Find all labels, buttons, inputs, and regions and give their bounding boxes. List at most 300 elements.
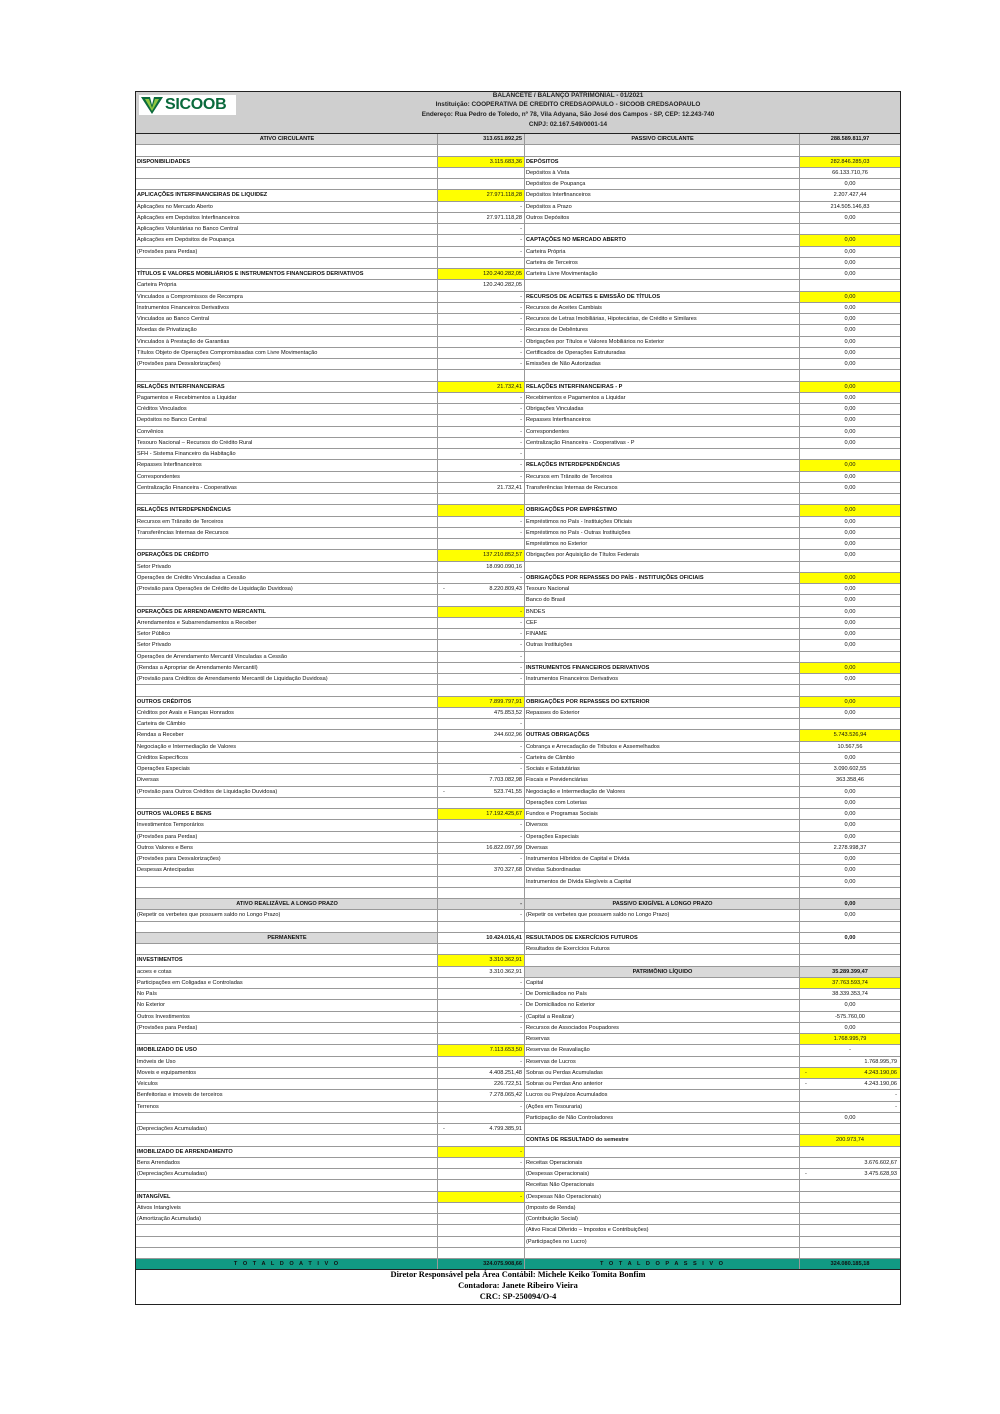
asset-label xyxy=(136,179,438,189)
asset-value xyxy=(438,1237,525,1247)
table-row xyxy=(136,1034,900,1045)
liability-label: Recursos em Trânsito de Terceiros xyxy=(525,472,800,482)
asset-label: Pagamentos e Recebimentos a Liquidar xyxy=(136,393,438,403)
table-row xyxy=(136,1113,900,1124)
liability-label: De Domiciliados no País xyxy=(525,989,800,999)
liability-value xyxy=(800,1124,900,1134)
balance-sheet xyxy=(135,91,901,1305)
asset-label: Participações em Coligadas e Controladas xyxy=(136,978,438,988)
asset-value xyxy=(438,1214,525,1224)
liability-label: Reservas xyxy=(525,1034,800,1044)
liability-value: 0,00 xyxy=(844,541,856,547)
liability-label xyxy=(525,1124,800,1134)
table-row xyxy=(136,247,900,258)
table-row xyxy=(136,528,900,539)
asset-value: - xyxy=(438,1158,525,1168)
liability-value: 0,00 xyxy=(844,811,856,817)
table-row xyxy=(136,269,900,280)
liability-label: Empréstimos no País - Instituições Oficiais xyxy=(525,517,800,527)
table-row xyxy=(136,483,900,494)
asset-value: - xyxy=(438,348,525,358)
table-row xyxy=(136,865,900,876)
table-row xyxy=(136,427,900,438)
liability-value: 0,00 xyxy=(844,901,856,907)
liability-value: 0,00 xyxy=(800,663,900,673)
asset-value xyxy=(438,1113,525,1123)
asset-label xyxy=(136,258,438,268)
liability-label: Obrigações por Aquisição de Títulos Federais xyxy=(525,550,800,560)
table-row xyxy=(136,337,900,348)
asset-label xyxy=(136,168,438,178)
liability-label: Fiscais e Previdenciárias xyxy=(525,775,800,785)
asset-label: Recursos em Trânsito de Terceiros xyxy=(136,517,438,527)
asset-value: - xyxy=(438,899,525,909)
asset-label: (Provisões para Perdas) xyxy=(136,1023,438,1033)
asset-label: Vinculados a Compromissos de Recompra xyxy=(136,292,438,302)
liability-value: 0,00 xyxy=(844,912,856,919)
table-row xyxy=(136,955,900,966)
asset-value: - xyxy=(438,1147,525,1157)
table-row xyxy=(136,764,900,775)
liability-value: 0,00 xyxy=(800,697,900,707)
table-row xyxy=(136,235,900,246)
asset-value: 21.732,41 xyxy=(438,483,525,493)
liability-label: Certificados de Operações Estruturadas xyxy=(525,348,800,358)
liability-value xyxy=(800,1180,900,1190)
liability-label: Diversos xyxy=(525,820,800,830)
asset-label: ATIVO CIRCULANTE xyxy=(136,134,438,144)
asset-label: (Amortização Acumulada) xyxy=(136,1214,438,1224)
asset-label: Setor Privado xyxy=(136,640,438,650)
table-row xyxy=(136,629,900,640)
liability-label: Receitas Operacionais xyxy=(525,1158,800,1168)
table-row xyxy=(136,922,900,933)
table-row xyxy=(136,202,900,213)
asset-value: 3.115.683,36 xyxy=(438,157,525,167)
asset-label: (Provisões para Perdas) xyxy=(136,832,438,842)
table-row xyxy=(136,382,900,393)
liability-value: 282.846.285,03 xyxy=(800,157,900,167)
table-row xyxy=(136,550,900,561)
asset-value xyxy=(438,370,525,380)
table-row xyxy=(136,213,900,224)
asset-label xyxy=(136,1135,438,1145)
asset-value: - xyxy=(438,742,525,752)
liability-label: Carteira de Câmbio xyxy=(525,753,800,763)
table-row xyxy=(136,1192,900,1203)
liability-value: 0,00 xyxy=(844,316,856,322)
table-row xyxy=(136,280,900,291)
liability-value xyxy=(800,1225,900,1235)
liability-value xyxy=(800,449,900,459)
asset-label: Negociação e Intermediação de Valores xyxy=(136,742,438,752)
asset-value xyxy=(438,494,525,504)
liability-label xyxy=(525,370,800,380)
liability-label: CEF xyxy=(525,618,800,628)
liability-value: 0,00 xyxy=(800,382,900,392)
liability-label: (Ativo Fiscal Diferido – Impostos e Contribuições) xyxy=(525,1225,800,1235)
table-row xyxy=(136,314,900,325)
table-row xyxy=(136,1158,900,1169)
liability-label: Repasses do Exterior xyxy=(525,708,800,718)
table-row xyxy=(136,1214,900,1225)
asset-value xyxy=(438,877,525,887)
asset-label: Títulos Objeto de Operações Compromissadas com Livre Movimentação xyxy=(136,348,438,358)
liability-label: Depósitos à Vista xyxy=(525,168,800,178)
asset-label: PERMANENTE xyxy=(136,933,438,943)
liability-label: CONTAS DE RESULTADO do semestre xyxy=(525,1135,800,1145)
liability-label: (Capital a Realizar) xyxy=(525,1012,800,1022)
asset-label: Moedas de Privatização xyxy=(136,325,438,335)
asset-value: 4.408.251,48 xyxy=(438,1068,525,1078)
liability-label: FINAME xyxy=(525,629,800,639)
asset-label: Investimentos Temporários xyxy=(136,820,438,830)
sicoob-leaf-icon xyxy=(141,96,163,114)
table-row xyxy=(136,1248,900,1259)
liability-label: Operações Especiais xyxy=(525,832,800,842)
asset-value: 120.240.282,05 xyxy=(438,280,525,290)
liability-label: Sobras ou Perdas Ano anterior xyxy=(525,1079,800,1089)
table-row xyxy=(136,179,900,190)
asset-label: Operações de Arrendamento Mercantil Vinculadas a Cessão xyxy=(136,652,438,662)
table-row xyxy=(136,1169,900,1180)
liability-label: Empréstimos no País - Outras Instituições xyxy=(525,528,800,538)
liability-label: Receitas Não Operacionais xyxy=(525,1180,800,1190)
asset-value: - xyxy=(438,393,525,403)
table-row xyxy=(136,877,900,888)
asset-value: 137.210.852,57 xyxy=(438,550,525,560)
cnpj-line: CNPJ: 02.167.549/0001-14 xyxy=(528,121,608,128)
asset-label: (Depreciações Acumuladas) xyxy=(136,1169,438,1179)
asset-value xyxy=(438,798,525,808)
table-row xyxy=(136,607,900,618)
table-row xyxy=(136,787,900,798)
asset-label: OPERAÇÕES DE ARRENDAMENTO MERCANTIL xyxy=(136,607,438,617)
liability-value: 66.133.710,76 xyxy=(832,169,868,176)
liability-value: 0,00 xyxy=(844,271,856,277)
asset-value xyxy=(438,179,525,189)
liability-value: 0,00 xyxy=(844,608,856,615)
liability-value: - xyxy=(895,1092,897,1099)
liability-label: Depósitos a Prazo xyxy=(525,202,800,212)
liability-label: Recebimentos e Pagamentos a Liquidar xyxy=(525,393,800,403)
asset-value: 3.310.362,91 xyxy=(438,955,525,965)
liability-value: 0,00 xyxy=(844,867,856,874)
liability-value: 0,00 xyxy=(844,552,856,559)
table-row xyxy=(136,967,900,978)
table-row xyxy=(136,843,900,854)
table-row xyxy=(136,775,900,786)
asset-value: - xyxy=(438,674,525,684)
asset-value: - xyxy=(438,618,525,628)
table-row xyxy=(136,224,900,235)
liability-label xyxy=(525,1147,800,1157)
table-row xyxy=(136,359,900,370)
liability-value: 0,00 xyxy=(844,754,856,761)
liability-value: 288.589.811,97 xyxy=(830,136,870,142)
table-row xyxy=(136,753,900,764)
table-row xyxy=(136,1225,900,1236)
asset-value xyxy=(438,685,525,695)
liability-label: Obrigações por Títulos e Valores Mobiliários no Exterior xyxy=(525,337,800,347)
liability-value: 0,00 xyxy=(844,484,856,491)
liability-label: RELAÇÕES INTERDEPENDÊNCIAS xyxy=(525,460,800,470)
asset-label: Operações Especiais xyxy=(136,764,438,774)
liability-value: 0,00 xyxy=(844,799,856,806)
asset-value: - xyxy=(438,1000,525,1010)
liability-value: 0,00 xyxy=(800,460,900,470)
asset-value: - xyxy=(438,359,525,369)
table-row xyxy=(136,1102,900,1113)
liability-value: 0,00 xyxy=(844,394,856,401)
liability-label: (Contribuição Social) xyxy=(525,1214,800,1224)
asset-value: - xyxy=(438,314,525,324)
asset-value: 18.090.090,16 xyxy=(438,562,525,572)
asset-label: Créditos Vinculados xyxy=(136,404,438,414)
asset-label: INTANGÍVEL xyxy=(136,1192,438,1202)
table-row xyxy=(136,415,900,426)
asset-label: IMOBILIZADO DE USO xyxy=(136,1045,438,1055)
table-row xyxy=(136,303,900,314)
asset-label: (Provisões para Perdas) xyxy=(136,247,438,257)
liability-label: De Domiciliados no Exterior xyxy=(525,1000,800,1010)
liability-label: Lucros ou Prejuízos Acumulados xyxy=(525,1090,800,1100)
liability-value: 0,00 xyxy=(844,1114,856,1121)
liability-value: 1.768.995,79 xyxy=(864,1058,897,1065)
asset-label: (Provisão para Outros Créditos de Liquidação Duvidosa) xyxy=(136,787,438,797)
liability-value: 0,00 xyxy=(844,529,856,536)
table-row xyxy=(136,798,900,809)
liability-value: 0,00 xyxy=(844,676,856,682)
asset-label: Vinculados ao Banco Central xyxy=(136,314,438,324)
asset-label: TÍTULOS E VALORES MOBILIÁRIOS E INSTRUMENTOS FINANCEIROS DERIVATIVOS xyxy=(136,269,438,279)
asset-value xyxy=(438,258,525,268)
table-row xyxy=(136,708,900,719)
asset-label: Tesouro Nacional – Recursos do Crédito Rural xyxy=(136,438,438,448)
table-row xyxy=(136,1068,900,1079)
asset-label: No País xyxy=(136,989,438,999)
table-row xyxy=(136,1203,900,1214)
asset-label: OUTROS VALORES E BENS xyxy=(136,809,438,819)
asset-value: - 4.799.385,91 xyxy=(438,1124,525,1134)
table-row xyxy=(136,674,900,685)
asset-value: - xyxy=(438,652,525,662)
asset-value xyxy=(438,1135,525,1145)
asset-label: RELAÇÕES INTERDEPENDÊNCIAS xyxy=(136,505,438,515)
liability-value: 214.505.146,83 xyxy=(830,203,870,210)
liability-label: BNDES xyxy=(525,607,800,617)
liability-label: Banco do Brasil xyxy=(525,595,800,605)
liability-label: (Despesas Não Operacionais) xyxy=(525,1192,800,1202)
liability-label: Repasses Interfinanceiros xyxy=(525,415,800,425)
asset-label: Instrumentos Financeiros Derivativos xyxy=(136,303,438,313)
asset-label xyxy=(136,494,438,504)
liability-value: 0,00 xyxy=(844,518,856,525)
liability-value: - xyxy=(895,1103,897,1110)
asset-label: Convênios xyxy=(136,427,438,437)
liability-value: 10.567,56 xyxy=(837,743,863,750)
liability-value: 0,00 xyxy=(844,1024,856,1031)
table-row xyxy=(136,157,900,168)
asset-value: - xyxy=(438,978,525,988)
liability-value: 38.339.353,74 xyxy=(832,991,868,997)
liability-label xyxy=(525,449,800,459)
liability-label: DEPÓSITOS xyxy=(525,157,800,167)
liability-label xyxy=(525,562,800,572)
negative-sign: - xyxy=(443,586,445,592)
asset-label: Terrenos xyxy=(136,1102,438,1112)
liability-label xyxy=(525,652,800,662)
asset-value: 3.310.362,91 xyxy=(438,967,525,977)
asset-value xyxy=(438,1203,525,1213)
total-assets-label: T O T A L D O A T I V O xyxy=(136,1259,438,1269)
asset-value: - xyxy=(438,1012,525,1022)
table-row xyxy=(136,910,900,921)
asset-label: (Provisões para Desvalorizações) xyxy=(136,854,438,864)
table-row xyxy=(136,145,900,156)
table-row xyxy=(136,325,900,336)
liability-label xyxy=(525,685,800,695)
asset-value: - xyxy=(438,1023,525,1033)
liability-label: Centralização Financeira - Cooperativas - P xyxy=(525,438,800,448)
liability-label xyxy=(525,888,800,898)
asset-label xyxy=(136,685,438,695)
table-row xyxy=(136,730,900,741)
liability-label: Empréstimos no Exterior xyxy=(525,539,800,549)
liability-value: 0,00 xyxy=(844,181,856,187)
asset-value: - xyxy=(438,460,525,470)
liability-label: INSTRUMENTOS FINANCEIROS DERIVATIVOS xyxy=(525,663,800,673)
table-row xyxy=(136,404,900,415)
table-row xyxy=(136,899,900,910)
asset-label: SFH - Sistema Financeiro da Habitação xyxy=(136,449,438,459)
asset-label: Outros Valores e Bens xyxy=(136,843,438,853)
liability-value: 2.278.998,37 xyxy=(833,844,867,851)
liability-label: Operações com Loterias xyxy=(525,798,800,808)
table-row xyxy=(136,505,900,516)
asset-value: 27.971.118,28 xyxy=(438,190,525,200)
table-row xyxy=(136,393,900,404)
asset-value: 21.732,41 xyxy=(438,382,525,392)
asset-label: (Provisão para Créditos de Arrendamento Mercantil de Liquidação Duvidosa) xyxy=(136,674,438,684)
asset-label: Diversas xyxy=(136,775,438,785)
asset-value: - xyxy=(438,989,525,999)
asset-value: - xyxy=(438,505,525,515)
liability-value: - 4.243.190,06 xyxy=(800,1079,900,1089)
asset-value: 10.424.016,41 xyxy=(438,933,525,943)
liability-label: PASSIVO EXIGÍVEL A LONGO PRAZO xyxy=(525,899,800,909)
liability-label: Instrumentos Híbridos de Capital e Dívida xyxy=(525,854,800,864)
asset-label: Depósitos no Banco Central xyxy=(136,415,438,425)
liability-value: 0,00 xyxy=(844,439,856,446)
table-row xyxy=(136,742,900,753)
asset-value: - xyxy=(438,325,525,335)
liability-value: - 4.243.190,06 xyxy=(800,1068,900,1078)
liability-value: 200.973,74 xyxy=(800,1135,900,1145)
liability-value: 0,00 xyxy=(844,304,856,311)
asset-value: - xyxy=(438,449,525,459)
negative-sign: - xyxy=(805,1069,807,1076)
liability-label: (Repetir os verbetes que possuem saldo no Longo Prazo) xyxy=(525,910,800,920)
liability-value: 0,00 xyxy=(844,214,856,221)
asset-label: Setor Privado xyxy=(136,562,438,572)
liability-value: 0,00 xyxy=(844,406,856,412)
liability-value: 0,00 xyxy=(844,1002,856,1009)
liability-label: Carteira Livre Movimentação xyxy=(525,269,800,279)
director-line: Diretor Responsável pela Área Contábil: Michele Keiko Tomita Bonfim xyxy=(390,1270,646,1280)
asset-label: Aplicações no Mercado Aberto xyxy=(136,202,438,212)
liability-label: PATRIMÔNIO LÍQUIDO xyxy=(525,967,800,977)
asset-value: 313.651.892,25 xyxy=(438,134,525,144)
asset-value: - xyxy=(438,607,525,617)
table-row xyxy=(136,472,900,483)
liability-value: 35.289.399,47 xyxy=(800,967,900,977)
table-row xyxy=(136,190,900,201)
asset-label: Bens Arrendados xyxy=(136,1158,438,1168)
asset-value: - xyxy=(438,202,525,212)
liability-label: Instrumentos de Dívida Elegíveis a Capital xyxy=(525,877,800,887)
asset-label: Despesas Antecipadas xyxy=(136,865,438,875)
table-row xyxy=(136,1057,900,1068)
table-row xyxy=(136,370,900,381)
liability-label: Carteira Própria xyxy=(525,247,800,257)
liability-label: Dívidas Subordinadas xyxy=(525,865,800,875)
asset-label: Vinculados à Prestação de Garantias xyxy=(136,337,438,347)
table-row xyxy=(136,449,900,460)
asset-label: Benfeitorias e imoveis de terceiros xyxy=(136,1090,438,1100)
asset-value: 16.822.097,99 xyxy=(438,843,525,853)
asset-value: 7.278.065,42 xyxy=(438,1090,525,1100)
asset-value: 120.240.282,05 xyxy=(438,269,525,279)
table-row xyxy=(136,595,900,606)
table-row xyxy=(136,1124,900,1135)
liability-label: OBRIGAÇÕES POR EMPRÉSTIMO xyxy=(525,505,800,515)
asset-label: Correspondentes xyxy=(136,472,438,482)
liability-value: 3.090.602,55 xyxy=(833,766,867,772)
liability-label: RESULTADOS DE EXERCÍCIOS FUTUROS xyxy=(525,933,800,943)
table-row xyxy=(136,832,900,843)
table-row xyxy=(136,809,900,820)
asset-label: RELAÇÕES INTERFINANCEIRAS xyxy=(136,382,438,392)
asset-label xyxy=(136,877,438,887)
asset-value: - xyxy=(438,224,525,234)
liability-label xyxy=(525,1248,800,1258)
asset-label: Aplicações em Depósitos de Poupança xyxy=(136,235,438,245)
asset-value: 475.853,52 xyxy=(438,708,525,718)
liability-value: 0,00 xyxy=(844,833,856,840)
liability-value xyxy=(800,280,900,290)
address-line: Endereço: Rua Pedro de Toledo, nº 78, Vila Adyana, São José dos Campos - SP, CEP: 12.243-740 xyxy=(421,111,715,118)
table-row xyxy=(136,697,900,708)
table-row xyxy=(136,640,900,651)
liability-value: 0,00 xyxy=(844,631,856,637)
asset-value: - xyxy=(438,303,525,313)
liability-value: 0,00 xyxy=(844,248,856,255)
asset-label: Arrendamentos e Subarrendamentos a Receber xyxy=(136,618,438,628)
asset-label xyxy=(136,539,438,549)
liability-value: 0,00 xyxy=(800,573,900,583)
asset-label: DISPONIBILIDADES xyxy=(136,157,438,167)
liability-value xyxy=(800,1147,900,1157)
asset-label: Imóveis de Uso xyxy=(136,1057,438,1067)
table-row xyxy=(136,494,900,505)
balance-table xyxy=(136,134,900,1259)
asset-label xyxy=(136,1237,438,1247)
sicoob-logo xyxy=(139,95,236,115)
liability-label: Depósitos Interfinanceiros xyxy=(525,190,800,200)
liability-label: Tesouro Nacional xyxy=(525,584,800,594)
accountant-line: Contadora: Janete Ribeiro Vieira xyxy=(458,1281,578,1291)
